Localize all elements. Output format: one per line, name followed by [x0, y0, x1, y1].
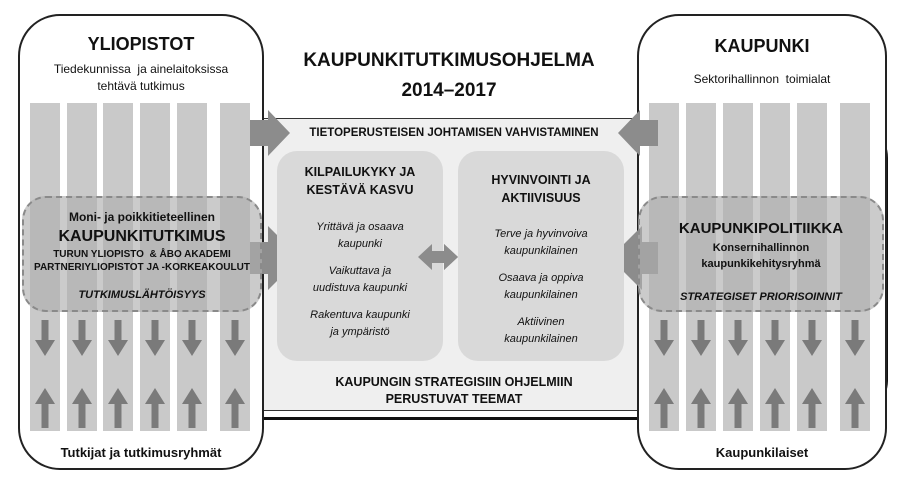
program-years: 2014–2017 — [401, 80, 497, 101]
theme-left-item: uudistuva kaupunki — [312, 282, 408, 294]
center-bottom-label-2: PERUSTUVAT TEEMAT — [385, 392, 523, 406]
policy-box-line1: KAUPUNKIPOLITIIKKA — [678, 220, 844, 237]
theme-right-title-2: AKTIIVISUUS — [501, 191, 581, 205]
policy-box-line4: STRATEGISET PRIORISOINNIT — [680, 291, 842, 303]
theme-left-item: ja ympäristö — [330, 326, 390, 338]
left-panel-footer: Tutkijat ja tutkimusryhmät — [60, 445, 222, 460]
right-panel-subtitle: Sektorihallinnon toimialat — [693, 72, 831, 86]
theme-left-item: kaupunki — [337, 238, 383, 250]
research-box-line4: PARTNERIYLIOPISTOT JA -KORKEAKOULUT — [34, 262, 250, 273]
theme-double-arrow — [418, 244, 458, 270]
left-panel-subtitle-1: Tiedekunnissa ja ainelaitoksissa — [53, 62, 229, 76]
theme-right-title-1: HYVINVOINTI JA — [491, 173, 591, 187]
theme-right-item: kaupunkilainen — [504, 333, 578, 345]
right-panel-footer: Kaupunkilaiset — [715, 445, 809, 460]
theme-right-item: kaupunkilainen — [504, 245, 578, 257]
program-title: KAUPUNKITUTKIMUSOHJELMA — [303, 50, 595, 71]
left-panel-subtitle-2: tehtävä tutkimus — [97, 79, 185, 93]
center-top-label: TIETOPERUSTEISEN JOHTAMISEN VAHVISTAMINEN — [309, 127, 599, 139]
theme-left-title-2: KESTÄVÄ KASVU — [306, 183, 414, 197]
theme-right-item: Aktiivinen — [517, 316, 565, 328]
theme-left-item: Rakentuva kaupunki — [310, 309, 410, 321]
theme-right-item: Osaava ja oppiva — [498, 272, 584, 284]
right-panel-title: KAUPUNKI — [714, 36, 810, 56]
theme-left-item: Vaikuttava ja — [328, 265, 392, 277]
theme-left-item: Yrittävä ja osaava — [316, 221, 404, 233]
research-box-line2: KAUPUNKITUTKIMUS — [58, 228, 226, 245]
center-bottom-label-1: KAUPUNGIN STRATEGISIIN OHJELMIIN — [335, 375, 573, 389]
left-panel-title: YLIOPISTOT — [87, 34, 195, 54]
policy-box-line3: kaupunkikehitysryhmä — [701, 258, 821, 270]
research-box-line5: TUTKIMUSLÄHTÖISYYS — [78, 289, 206, 301]
research-box-line1: Moni- ja poikkitieteellinen — [68, 210, 216, 224]
theme-right-item: kaupunkilainen — [504, 289, 578, 301]
research-box-line3: TURUN YLIOPISTO & ÅBO AKADEMI — [53, 249, 231, 260]
policy-box-line2: Konsernihallinnon — [712, 242, 810, 254]
theme-left-title-1: KILPAILUKYKY JA — [304, 165, 416, 179]
theme-right-item: Terve ja hyvinvoiva — [494, 228, 588, 240]
